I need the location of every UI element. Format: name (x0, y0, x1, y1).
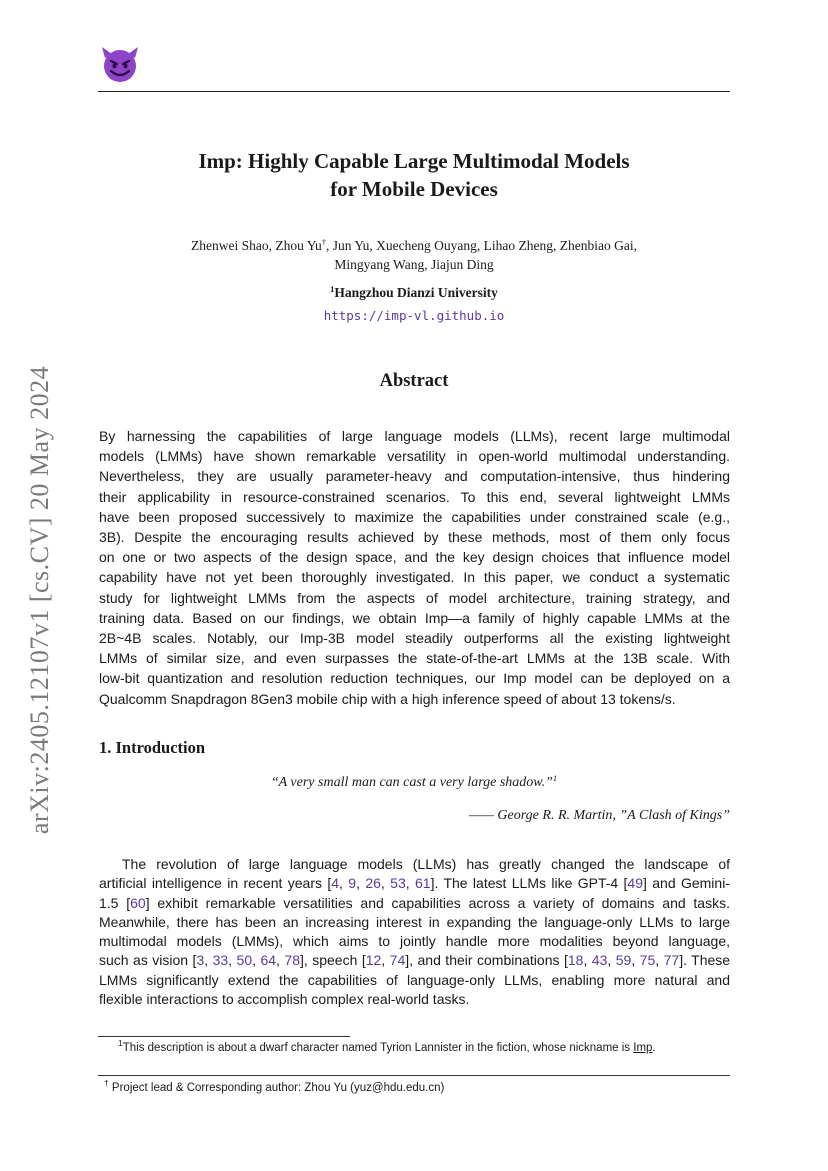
intro-line: flexible interactions to accomplish complex real-world tasks. (99, 991, 470, 1008)
abstract-line: By harnessing the capabilities of large language models (LLMs), recent large multimodal (99, 428, 730, 444)
citation-link[interactable]: 60 (130, 894, 146, 911)
abstract-line: training data. Based on our findings, we obtain Imp—a family of highly capable LMMs at the (99, 609, 730, 626)
intro-line: Meanwhile, there has been an increasing interest in expanding the language-only LLMs to large (99, 913, 730, 930)
intro-line: 1.5 [60] exhibit remarkable versatilities and capabilities across a variety of domains and tasks. (99, 894, 730, 911)
abstract-body (99, 426, 730, 709)
abstract-line: capability have not yet been thoroughly investigated. In this paper, we conduct a systematic (99, 569, 730, 586)
intro-line: such as vision [3, 33, 50, 64, 78], speech [12, 74], and their combinations [18, 43, 59, 75, 77]. These (99, 952, 731, 969)
epigraph-quote: “A very small man can cast a very large shadow.”$^1$ (270, 773, 558, 790)
intro-line: multimodal models (LMMs), which aims to jointly handle more modalities beyond language, (99, 933, 730, 950)
citation-link[interactable]: 49 (627, 875, 643, 892)
abstract-line: low-bit quantization and resolution reduction techniques, our Imp model can be deployed on a (99, 670, 730, 687)
introduction-paragraph (99, 855, 730, 1009)
citation-link[interactable]: 77 (663, 952, 680, 969)
abstract-line: Nevertheless, they are usually parameter-heavy and computation-intensive, thus hindering (99, 468, 730, 485)
intro-line: artificial intelligence in recent years [4, 9, 26, 53, 61]. The latest LLMs like GPT-4 [49] and Gemini- (99, 875, 730, 892)
author-line-2: Mingyang Wang, Jiajun Ding (334, 257, 494, 272)
citation-link[interactable]: 64 (260, 952, 277, 969)
paper-title (98, 147, 730, 203)
footnote-ref: 1 (552, 773, 558, 783)
footnote-mark: 1 (118, 1038, 123, 1048)
citation-link[interactable]: 18 (567, 952, 584, 969)
smiling-devil-icon (100, 44, 140, 84)
abstract-heading: Abstract (379, 371, 449, 391)
header-rule (98, 91, 730, 92)
title-line-2: for Mobile Devices (330, 177, 498, 201)
corresponding-mark: † (321, 237, 326, 247)
abstract-line: on one or two aspects of the design space, and the key design choices that influence model (99, 549, 730, 566)
abstract-line: models (LMMs) have shown remarkable versatility in open-world multimodal understanding. (99, 448, 730, 465)
intro-line: The revolution of large language models (LLMs) has greatly changed the landscape of (122, 856, 730, 872)
arxiv-stamp: arXiv:2405.12107v1 [cs.CV] 20 May 2024 (25, 365, 54, 835)
abstract-line: LMMs of similar size, and even surpasses the state-of-the-art LMMs at the 13B scale. With (99, 650, 730, 667)
dagger-mark: † (104, 1078, 109, 1088)
intro-line: LMMs significantly extend the capabilities of language-only LLMs, enabling more natural and (99, 971, 730, 988)
citation-link[interactable]: 50 (236, 952, 253, 969)
citation-link[interactable]: 78 (284, 952, 300, 969)
citation-link[interactable]: 75 (639, 952, 656, 969)
citation-link[interactable]: 53 (390, 875, 406, 892)
citation-link[interactable]: 26 (365, 875, 381, 892)
abstract-line: 2B~4B scales. Notably, our Imp-3B model steadily outperforms all the existing lightweight (99, 630, 730, 647)
citation-link[interactable]: 74 (389, 952, 406, 969)
title-line-1: Imp: Highly Capable Large Multimodal Models (198, 149, 630, 173)
citation-link[interactable]: 59 (615, 952, 632, 969)
abstract-line: Qualcomm Snapdragon 8Gen3 mobile chip with a high inference speed of about 13 tokens/s. (99, 690, 676, 707)
epigraph-attribution: —— George R. R. Martin, ”A Clash of Kings” (469, 808, 730, 823)
project-url-link[interactable]: https://imp-vl.github.io (323, 308, 505, 323)
citation-link[interactable]: 9 (348, 875, 357, 892)
abstract-line: their applicability in resource-constrained scenarios. To this end, several lightweight LMMs (99, 488, 730, 505)
affiliation-name: Hangzhou Dianzi University (334, 285, 498, 300)
footnote-1: $^1$This description is about a dwarf character named Tyrion Lannister in the fiction, whose nickname is Imp. (118, 1038, 656, 1054)
footnote-rule (98, 1036, 350, 1037)
abstract-line: study for lightweight LMMs from the aspects of model architecture, training strategy, and (99, 589, 730, 606)
citation-link[interactable]: 12 (365, 952, 382, 969)
citation-link[interactable]: 33 (212, 952, 229, 969)
section-heading-introduction: 1. Introduction (99, 738, 206, 757)
citation-link[interactable]: 43 (591, 952, 608, 969)
author-list (98, 236, 730, 274)
citation-link[interactable]: 61 (414, 875, 431, 892)
affiliation-mark: 1 (330, 284, 335, 294)
abstract-line: 3B). Despite the encouraging results achieved by these methods, most of them only focus (99, 529, 730, 546)
citation-link[interactable]: 4 (331, 875, 340, 892)
imp-link[interactable]: Imp (633, 1042, 653, 1054)
abstract-line: have been proposed successively to maximize the capabilities under constrained scale (e.g., (99, 508, 730, 525)
affiliation (98, 285, 730, 301)
footnote-rule-2 (98, 1075, 730, 1076)
footnote-corresponding: † Project lead & Corresponding author: Zhou Yu (yuz@hdu.edu.cn) (104, 1078, 445, 1094)
author-line-1: Zhenwei Shao, Zhou Yu†, Jun Yu, Xuecheng Ouyang, Lihao Zheng, Zhenbiao Gai, (190, 237, 638, 253)
citation-link[interactable]: 3 (196, 952, 205, 969)
